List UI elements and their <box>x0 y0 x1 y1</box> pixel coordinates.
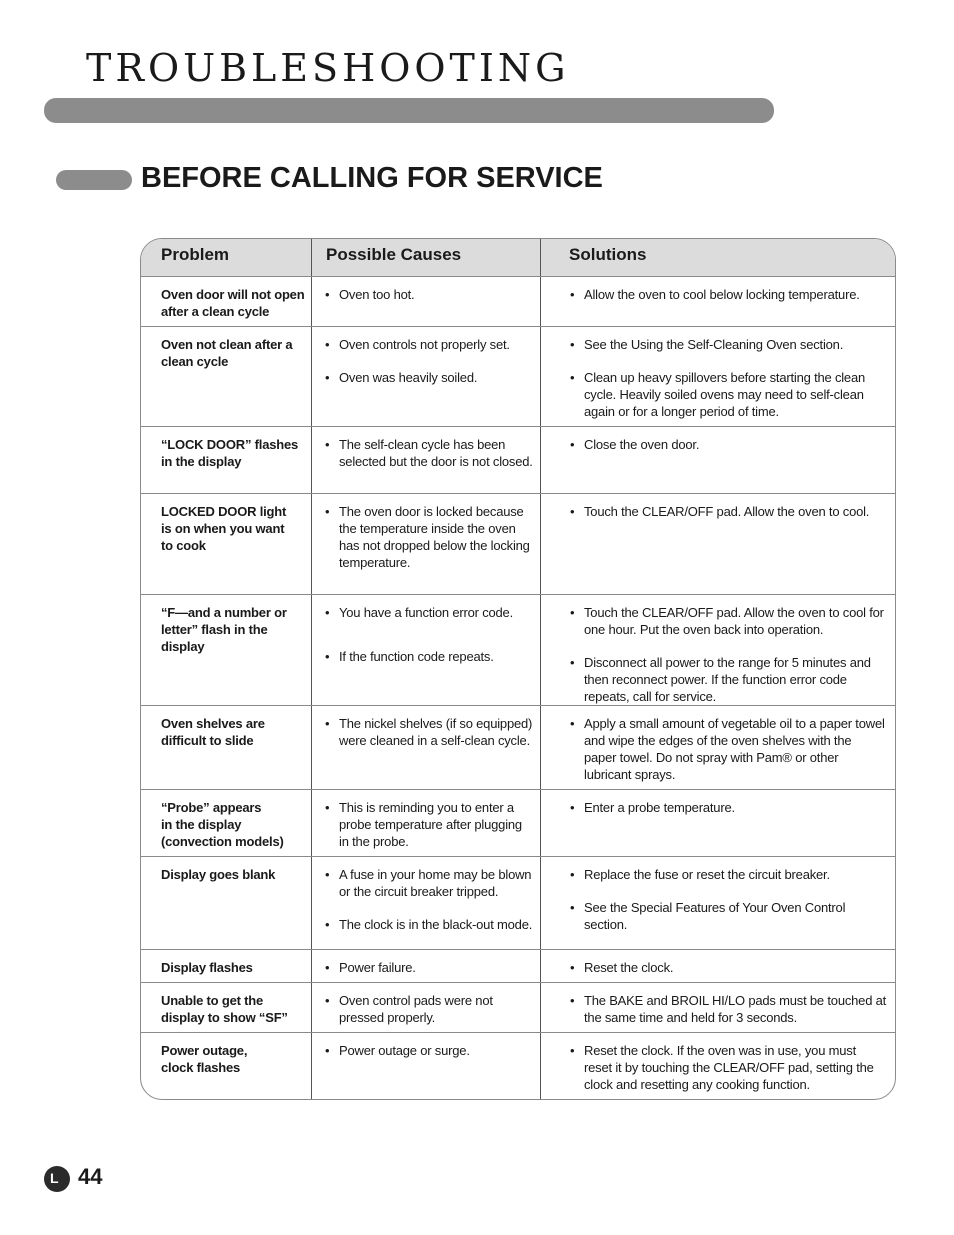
problem-cell <box>141 595 312 705</box>
solutions-cell <box>541 857 895 949</box>
solutions-cell <box>541 706 895 789</box>
problem-cell <box>141 494 312 594</box>
table-row <box>141 327 895 427</box>
table-row <box>141 277 895 327</box>
table-body <box>141 277 895 1100</box>
solution-item: • Disconnect all power to the range for 5 minutes and then reconnect power. If the function error code repeats, call for service. <box>569 654 887 705</box>
solutions-cell <box>541 327 895 426</box>
causes-cell <box>312 1033 541 1100</box>
causes-cell <box>312 950 541 982</box>
solutions-cell <box>541 494 895 594</box>
table-row <box>141 706 895 790</box>
cause-item: • A fuse in your home may be blown or the circuit breaker tripped. <box>324 866 534 900</box>
causes-cell <box>312 706 541 789</box>
solutions-cell <box>541 595 895 705</box>
cause-item: • You have a function error code. <box>324 604 534 621</box>
problem-line: Display flashes <box>161 960 253 975</box>
problem-line: letter” flash in the display <box>161 622 268 654</box>
page-title: TROUBLESHOOTING <box>86 46 570 90</box>
causes-cell <box>312 857 541 949</box>
table-row <box>141 1033 895 1100</box>
table-row <box>141 494 895 595</box>
header-problem: Problem <box>141 239 312 276</box>
problem-cell <box>141 706 312 789</box>
problem-line: (convection models) <box>161 834 284 849</box>
header-solutions: Solutions <box>569 245 647 264</box>
problem-line: Oven not clean after a <box>161 337 293 352</box>
table-row <box>141 983 895 1033</box>
solution-item: • See the Special Features of Your Oven Control section. <box>569 899 887 933</box>
table-row <box>141 427 895 494</box>
solution-item: • See the Using the Self-Cleaning Oven section. <box>569 336 887 353</box>
problem-cell <box>141 277 312 326</box>
solution-item: • Allow the oven to cool below locking temperature. <box>569 286 887 303</box>
table-header-row <box>141 239 895 277</box>
cause-item: • Oven controls not properly set. <box>324 336 534 353</box>
causes-cell <box>312 983 541 1032</box>
problem-line: Oven door will not open <box>161 287 305 302</box>
solution-item: • Apply a small amount of vegetable oil to a paper towel and wipe the edges of the oven shelves with the paper towel. Do not spray with Pam® or other lubricant sprays. <box>569 715 887 783</box>
cause-item: • Oven too hot. <box>324 286 534 303</box>
solutions-cell <box>541 427 895 493</box>
section-pill-decoration <box>56 170 132 190</box>
solutions-cell <box>541 790 895 856</box>
cause-item: • The self-clean cycle has been selected but the door is not closed. <box>324 436 534 470</box>
cause-item: • This is reminding you to enter a probe temperature after plugging in the probe. <box>324 799 534 850</box>
causes-cell <box>312 790 541 856</box>
cause-item: • Oven control pads were not pressed properly. <box>324 992 534 1026</box>
solutions-cell <box>541 1033 895 1100</box>
table-row <box>141 790 895 857</box>
problem-line: “LOCK DOOR” flashes <box>161 437 299 452</box>
problem-line: “F—and a number or <box>161 605 287 620</box>
cause-item: • If the function code repeats. <box>324 648 534 665</box>
solutions-cell <box>541 277 895 326</box>
problem-line: Display goes blank <box>161 867 276 882</box>
problem-line: to cook <box>161 538 206 553</box>
cause-item: • The nickel shelves (if so equipped) were cleaned in a self-clean cycle. <box>324 715 534 749</box>
solutions-cell <box>541 950 895 982</box>
page-number: 44 <box>78 1164 103 1189</box>
table-row <box>141 950 895 983</box>
problem-cell <box>141 857 312 949</box>
problem-line: “Probe” appears <box>161 800 262 815</box>
solution-item: • Reset the clock. If the oven was in use, you must reset it by touching the CLEAR/OFF pad, setting the clock and resetting any cooking function. <box>569 1042 887 1093</box>
problem-cell <box>141 950 312 982</box>
problem-line: clean cycle <box>161 354 229 369</box>
cause-item: • The clock is in the black-out mode. <box>324 916 534 933</box>
table-row <box>141 857 895 950</box>
causes-cell <box>312 595 541 705</box>
troubleshooting-table <box>140 238 896 1100</box>
section-title: BEFORE CALLING FOR SERVICE <box>141 162 603 194</box>
problem-line: LOCKED DOOR light <box>161 504 287 519</box>
problem-line: difficult to slide <box>161 733 254 748</box>
problem-line: in the display <box>161 817 242 832</box>
causes-cell <box>312 427 541 493</box>
problem-line: display to show “SF” <box>161 1010 288 1025</box>
problem-line: clock flashes <box>161 1060 241 1075</box>
solution-item: • Touch the CLEAR/OFF pad. Allow the oven to cool for one hour. Put the oven back into operation. <box>569 604 887 638</box>
solution-item: • Close the oven door. <box>569 436 887 453</box>
causes-cell <box>312 494 541 594</box>
lg-logo-icon: L <box>44 1166 70 1192</box>
problem-cell <box>141 790 312 856</box>
problem-cell <box>141 427 312 493</box>
cause-item: • Oven was heavily soiled. <box>324 369 534 386</box>
cause-item: • The oven door is locked because the temperature inside the oven has not dropped below the locking temperature. <box>324 503 534 571</box>
problem-cell <box>141 327 312 426</box>
causes-cell <box>312 327 541 426</box>
solution-item: • The BAKE and BROIL HI/LO pads must be touched at the same time and held for 3 seconds. <box>569 992 887 1026</box>
problem-line: Power outage, <box>161 1043 248 1058</box>
problem-line: Oven shelves are <box>161 716 265 731</box>
solution-item: • Replace the fuse or reset the circuit breaker. <box>569 866 887 883</box>
cause-item: • Power outage or surge. <box>324 1042 534 1059</box>
solution-item: • Reset the clock. <box>569 959 887 976</box>
problem-line: is on when you want <box>161 521 285 536</box>
cause-item: • Power failure. <box>324 959 534 976</box>
problem-cell <box>141 983 312 1032</box>
problem-line: Unable to get the <box>161 993 264 1008</box>
solution-item: • Touch the CLEAR/OFF pad. Allow the oven to cool. <box>569 503 887 520</box>
solutions-cell <box>541 983 895 1032</box>
solution-item: • Enter a probe temperature. <box>569 799 887 816</box>
problem-line: in the display <box>161 454 242 469</box>
header-possible-causes: Possible Causes <box>312 239 541 276</box>
table-row <box>141 595 895 706</box>
problem-cell <box>141 1033 312 1100</box>
problem-line: after a clean cycle <box>161 304 270 319</box>
causes-cell <box>312 277 541 326</box>
title-bar-divider <box>44 98 774 123</box>
solution-item: • Clean up heavy spillovers before starting the clean cycle. Heavily soiled ovens may need to self-clean again or for a longer period of time. <box>569 369 887 420</box>
